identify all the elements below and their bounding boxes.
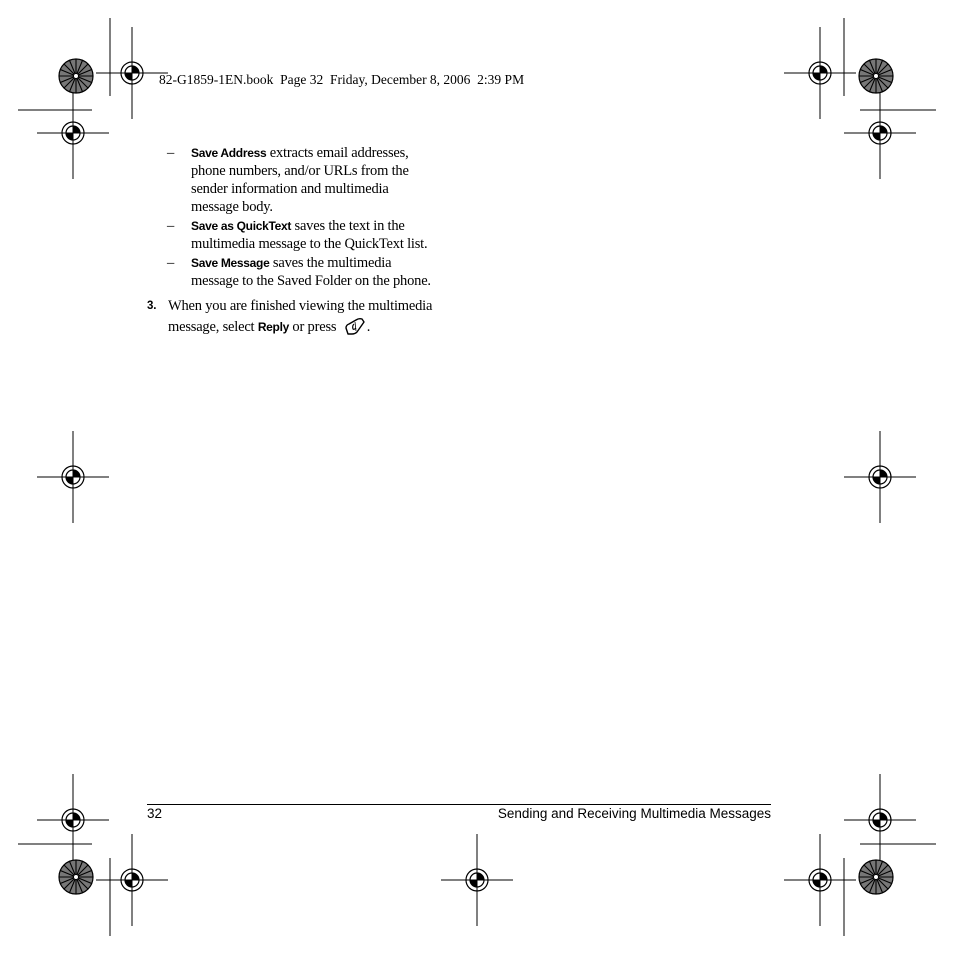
step-number: 3. bbox=[147, 300, 157, 312]
sub-item-text: message to the Saved Folder on the phone. bbox=[191, 273, 431, 289]
step-3 bbox=[147, 296, 447, 342]
send-key-icon bbox=[343, 316, 367, 342]
keyword-reply: Reply bbox=[257, 320, 289, 334]
chapter-title: Sending and Receiving Multimedia Messages bbox=[497, 806, 771, 821]
sub-item-text: message body. bbox=[191, 199, 273, 215]
page-number: 32 bbox=[147, 806, 163, 821]
sub-item-text: extracts email addresses, bbox=[266, 145, 409, 161]
dash-bullet: – bbox=[167, 145, 175, 161]
sub-item-text: saves the text in the bbox=[291, 218, 405, 234]
keyword-save-address: Save Address bbox=[191, 146, 267, 160]
step-text: . bbox=[366, 319, 371, 335]
page-content bbox=[147, 144, 447, 342]
dash-bullet: – bbox=[167, 218, 175, 234]
keyword-save-message: Save Message bbox=[191, 256, 270, 270]
sub-item-save-message bbox=[147, 254, 447, 290]
sub-item-text: saves the multimedia bbox=[269, 255, 392, 271]
footer-rule bbox=[147, 804, 771, 805]
sub-item-text: phone numbers, and/or URLs from the bbox=[191, 163, 409, 179]
sub-item-text: multimedia message to the QuickText list. bbox=[191, 236, 428, 252]
sub-item-text: sender information and multimedia bbox=[191, 181, 389, 197]
keyword-save-as-quicktext: Save as QuickText bbox=[191, 219, 292, 233]
book-file-header: 82-G1859-1EN.book Page 32 Friday, December 8, 2006 2:39 PM bbox=[159, 72, 525, 87]
step-text: or press bbox=[289, 319, 340, 335]
sub-item-save-address bbox=[147, 144, 447, 216]
sub-item-save-as-quicktext bbox=[147, 217, 447, 253]
step-text: When you are finished viewing the multimedia bbox=[168, 298, 433, 314]
step-text: message, select bbox=[168, 319, 258, 335]
dash-bullet: – bbox=[167, 255, 175, 271]
